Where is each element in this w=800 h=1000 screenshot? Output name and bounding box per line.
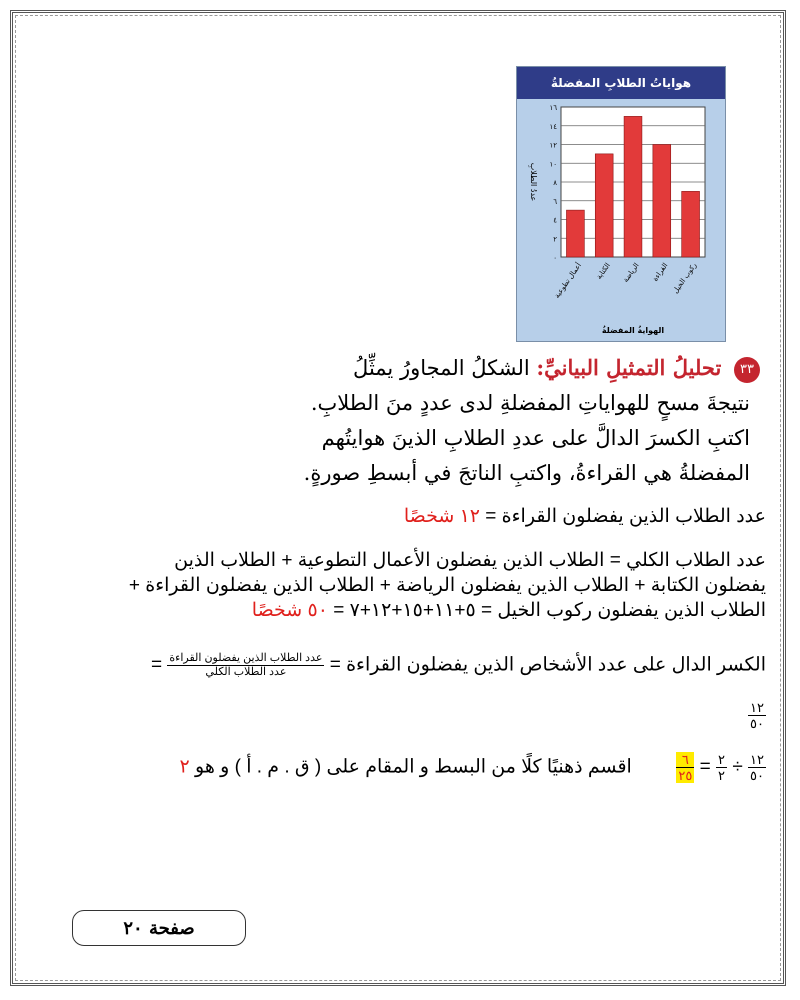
simplification-line xyxy=(180,752,766,783)
problem-text-line-2: نتيجةَ مسحٍ للهواياتِ المفضلةِ لدى عددٍ منَ الطلابِ. xyxy=(310,391,750,415)
total-line-3: الطلاب الذين يفضلون ركوب الخيل = ٥+١١+١٥+١٢+٧ = xyxy=(333,600,766,621)
y-tick-label: ٠ xyxy=(553,254,557,262)
x-axis-label: الهوايةُ المفضلةُ xyxy=(601,326,665,335)
bar xyxy=(566,210,584,257)
y-tick-label: ٨ xyxy=(553,179,557,187)
y-tick-label: ٤ xyxy=(553,216,557,225)
problem-heading: تحليلُ التمثيلِ البيانيِّ: xyxy=(536,355,722,380)
y-tick-label: ٦ xyxy=(553,197,557,206)
x-tick-label: الرياضة xyxy=(621,261,641,284)
x-tick-label: الكتابة xyxy=(595,261,612,281)
bar xyxy=(653,145,671,258)
problem-33 xyxy=(240,350,760,491)
total-line-1: عدد الطلاب الكلي = الطلاب الذين يفضلون الأعمال التطوعية + الطلاب الذين xyxy=(174,550,766,571)
total-count-block xyxy=(36,548,766,623)
result-fraction-6-25: $\frac{٦}{٢٥}$ xyxy=(678,752,693,783)
x-tick-label: القراءة xyxy=(651,261,670,283)
word-fraction xyxy=(167,652,324,679)
gcd-explanation: اقسم ذهنيًا كلًا من البسط و المقام على ( ق . م . أ ) و هو xyxy=(195,756,632,778)
equals-sign-2: = xyxy=(699,756,711,778)
y-tick-label: ١٢ xyxy=(549,141,557,150)
problem-text-line-4: المفضلةُ هي القراءةُ، واكتبِ الناتجَ في أبسطِ صورةٍ. xyxy=(303,461,750,485)
fraction-definition-line xyxy=(26,652,766,679)
word-fraction-numerator: عدد الطلاب الذين يفضلون القراءة xyxy=(169,652,323,664)
bar xyxy=(624,116,642,257)
reading-count-line xyxy=(404,504,766,529)
y-tick-label: ١٦ xyxy=(549,104,557,112)
fraction-12-50-b: $\frac{١٢}{٥٠}$ xyxy=(750,752,764,783)
hobbies-chart xyxy=(516,66,726,342)
y-tick-label: ١٤ xyxy=(549,122,557,131)
reading-count-label: عدد الطلاب الذين يفضلون القراءة = xyxy=(485,506,766,527)
page-number: صفحة ٢٠ xyxy=(123,917,195,939)
gcd-value: ٢ xyxy=(179,756,190,778)
equals-sign: = xyxy=(151,654,163,676)
problem-number-badge: ٣٣ xyxy=(734,357,760,383)
fraction-2-2: $\frac{٢}{٢}$ xyxy=(718,752,726,783)
numeric-fraction-line xyxy=(748,700,766,731)
problem-text-line-1: الشكلُ المجاورُ يمثِّلُ xyxy=(353,356,530,380)
x-tick-label: ركوب الخيل xyxy=(671,261,699,295)
fraction-label: الكسر الدال على عدد الأشخاص الذين يفضلون القراءة = xyxy=(329,654,766,676)
bar xyxy=(682,191,700,257)
page-number-box xyxy=(72,910,246,946)
word-fraction-denominator: عدد الطلاب الكلي xyxy=(205,666,287,678)
bar xyxy=(595,154,613,257)
fraction-12-50: $\frac{١٢}{٥٠}$ xyxy=(750,700,764,731)
y-tick-label: ٢ xyxy=(553,235,557,244)
chart-title: هواياتُ الطلابِ المفضلةُ xyxy=(517,67,725,99)
total-count-value: ٥٠ شخصًا xyxy=(251,600,328,621)
divide-sign: ÷ xyxy=(732,756,743,778)
x-tick-label: أعمال تطوعية xyxy=(552,261,584,300)
y-tick-label: ١٠ xyxy=(549,160,557,169)
y-axis-label: عددُ الطلابِ xyxy=(529,162,538,202)
total-line-2: يفضلون الكتابة + الطلاب الذين يفضلون الرياضة + الطلاب الذين يفضلون القراءة + xyxy=(128,575,766,596)
bar-chart-plot xyxy=(517,99,725,341)
problem-text-line-3: اكتبِ الكسرَ الدالَّ على عددِ الطلابِ الذينَ هوايتُهم xyxy=(321,426,750,450)
reading-count-value: ١٢ شخصًا xyxy=(403,506,481,527)
